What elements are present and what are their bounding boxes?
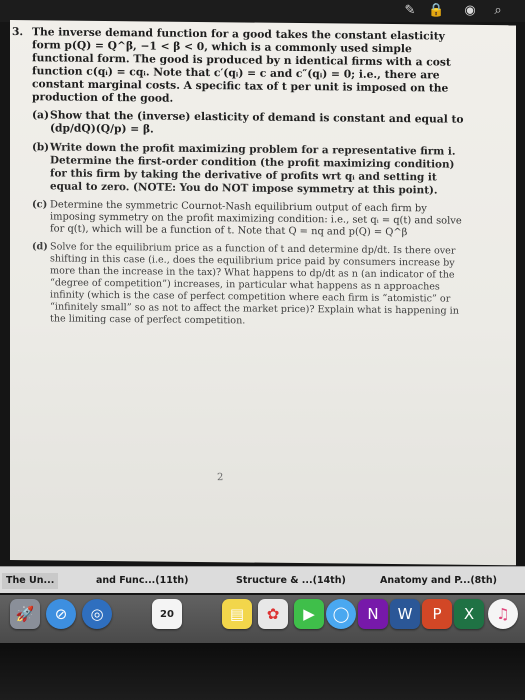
- tab-the-un[interactable]: The Un...: [2, 573, 58, 589]
- launchpad-icon[interactable]: 🚀: [10, 599, 40, 629]
- question-number: 3.: [12, 25, 24, 39]
- problem-text: [12, 25, 472, 330]
- globe-icon[interactable]: ◎: [82, 599, 112, 629]
- part-text: Write down the profit maximizing problem for a representative firm i. Determine the first-order condition (the profit maximizing condition) for this firm by taking the derivative of profits wrt qᵢ and setting it equal to zero. (NOTE: You do NOT impose symmetry at this point).: [50, 141, 456, 197]
- safari-icon[interactable]: ⊘: [46, 599, 76, 629]
- messages-icon[interactable]: ◯: [326, 599, 356, 629]
- part-text: Solve for the equilibrium price as a function of t and determine dp/dt. Is there over shifting in this case (i.e., does the equilibrium price paid by consumers increase by more than the increase in the tax)? What happens to dp/dt as n (an indicator of the “degree of competition”) increases, in particular what happens as n approaches infinity (which is the case of perfect competition where each firm is “atomistic” or “infinitely small” so as not to affect the market price)? Explain what is happening in the limiting case of perfect competition.: [50, 241, 459, 327]
- page-number: 2: [217, 472, 224, 484]
- menu-bar: [0, 0, 525, 22]
- powerpoint-icon[interactable]: P: [422, 599, 452, 629]
- calendar-icon[interactable]: [152, 599, 182, 629]
- part-text: Show that the (inverse) elasticity of demand is constant and equal to (dp/dQ)(Q/p) = β.: [50, 108, 464, 136]
- part-label: (c): [32, 199, 48, 211]
- facetime-icon[interactable]: ▶: [294, 599, 324, 629]
- part-label: (b): [32, 141, 50, 154]
- tab-anatomy[interactable]: Anatomy and P...(8th): [380, 575, 497, 586]
- problem-intro: The inverse demand function for a good takes the constant elasticity form p(Q) = Q^β, −1 < β < 0, which is a commonly used simple functional form. The good is produced by n identical firms with a cost function c(qᵢ) = cqᵢ. Note that c′(qᵢ) = c and c″(qᵢ) = 0; i.e., there are constant marginal costs. A specific tax of t per unit is imposed on the production of the good.: [32, 25, 451, 105]
- document-page: [10, 20, 516, 565]
- part-d: [32, 242, 472, 331]
- user-icon[interactable]: ◉: [464, 3, 476, 18]
- itunes-icon[interactable]: ♫: [488, 599, 518, 629]
- excel-icon[interactable]: X: [454, 599, 484, 629]
- tab-structure[interactable]: Structure & ...(14th): [236, 575, 346, 586]
- notes-icon[interactable]: ▤: [222, 599, 252, 629]
- part-text: Determine the symmetric Cournot-Nash equilibrium output of each firm by imposing symmetry on the profit maximizing condition: i.e., set qᵢ = q(t) and solve for q(t), which will be a function of t. Note that Q = nq and p(Q) = Q^β: [50, 199, 462, 239]
- laptop-bezel: [0, 643, 525, 700]
- part-label: (a): [32, 108, 50, 122]
- part-a: [32, 110, 472, 140]
- word-icon[interactable]: W: [390, 599, 420, 629]
- onenote-icon[interactable]: N: [358, 599, 388, 629]
- browser-tab-bar: [0, 566, 525, 593]
- calendar-day: 20: [160, 608, 174, 620]
- search-icon[interactable]: ⌕: [494, 3, 502, 18]
- photos-icon[interactable]: ✿: [258, 599, 288, 629]
- part-c: [32, 199, 472, 240]
- pencil-icon[interactable]: ✎: [404, 3, 416, 18]
- part-b: [32, 141, 472, 197]
- lock-icon[interactable]: 🔒: [428, 3, 445, 18]
- tab-and-func[interactable]: and Func...(11th): [96, 575, 189, 586]
- part-label: (d): [32, 241, 48, 253]
- dock: [0, 595, 525, 643]
